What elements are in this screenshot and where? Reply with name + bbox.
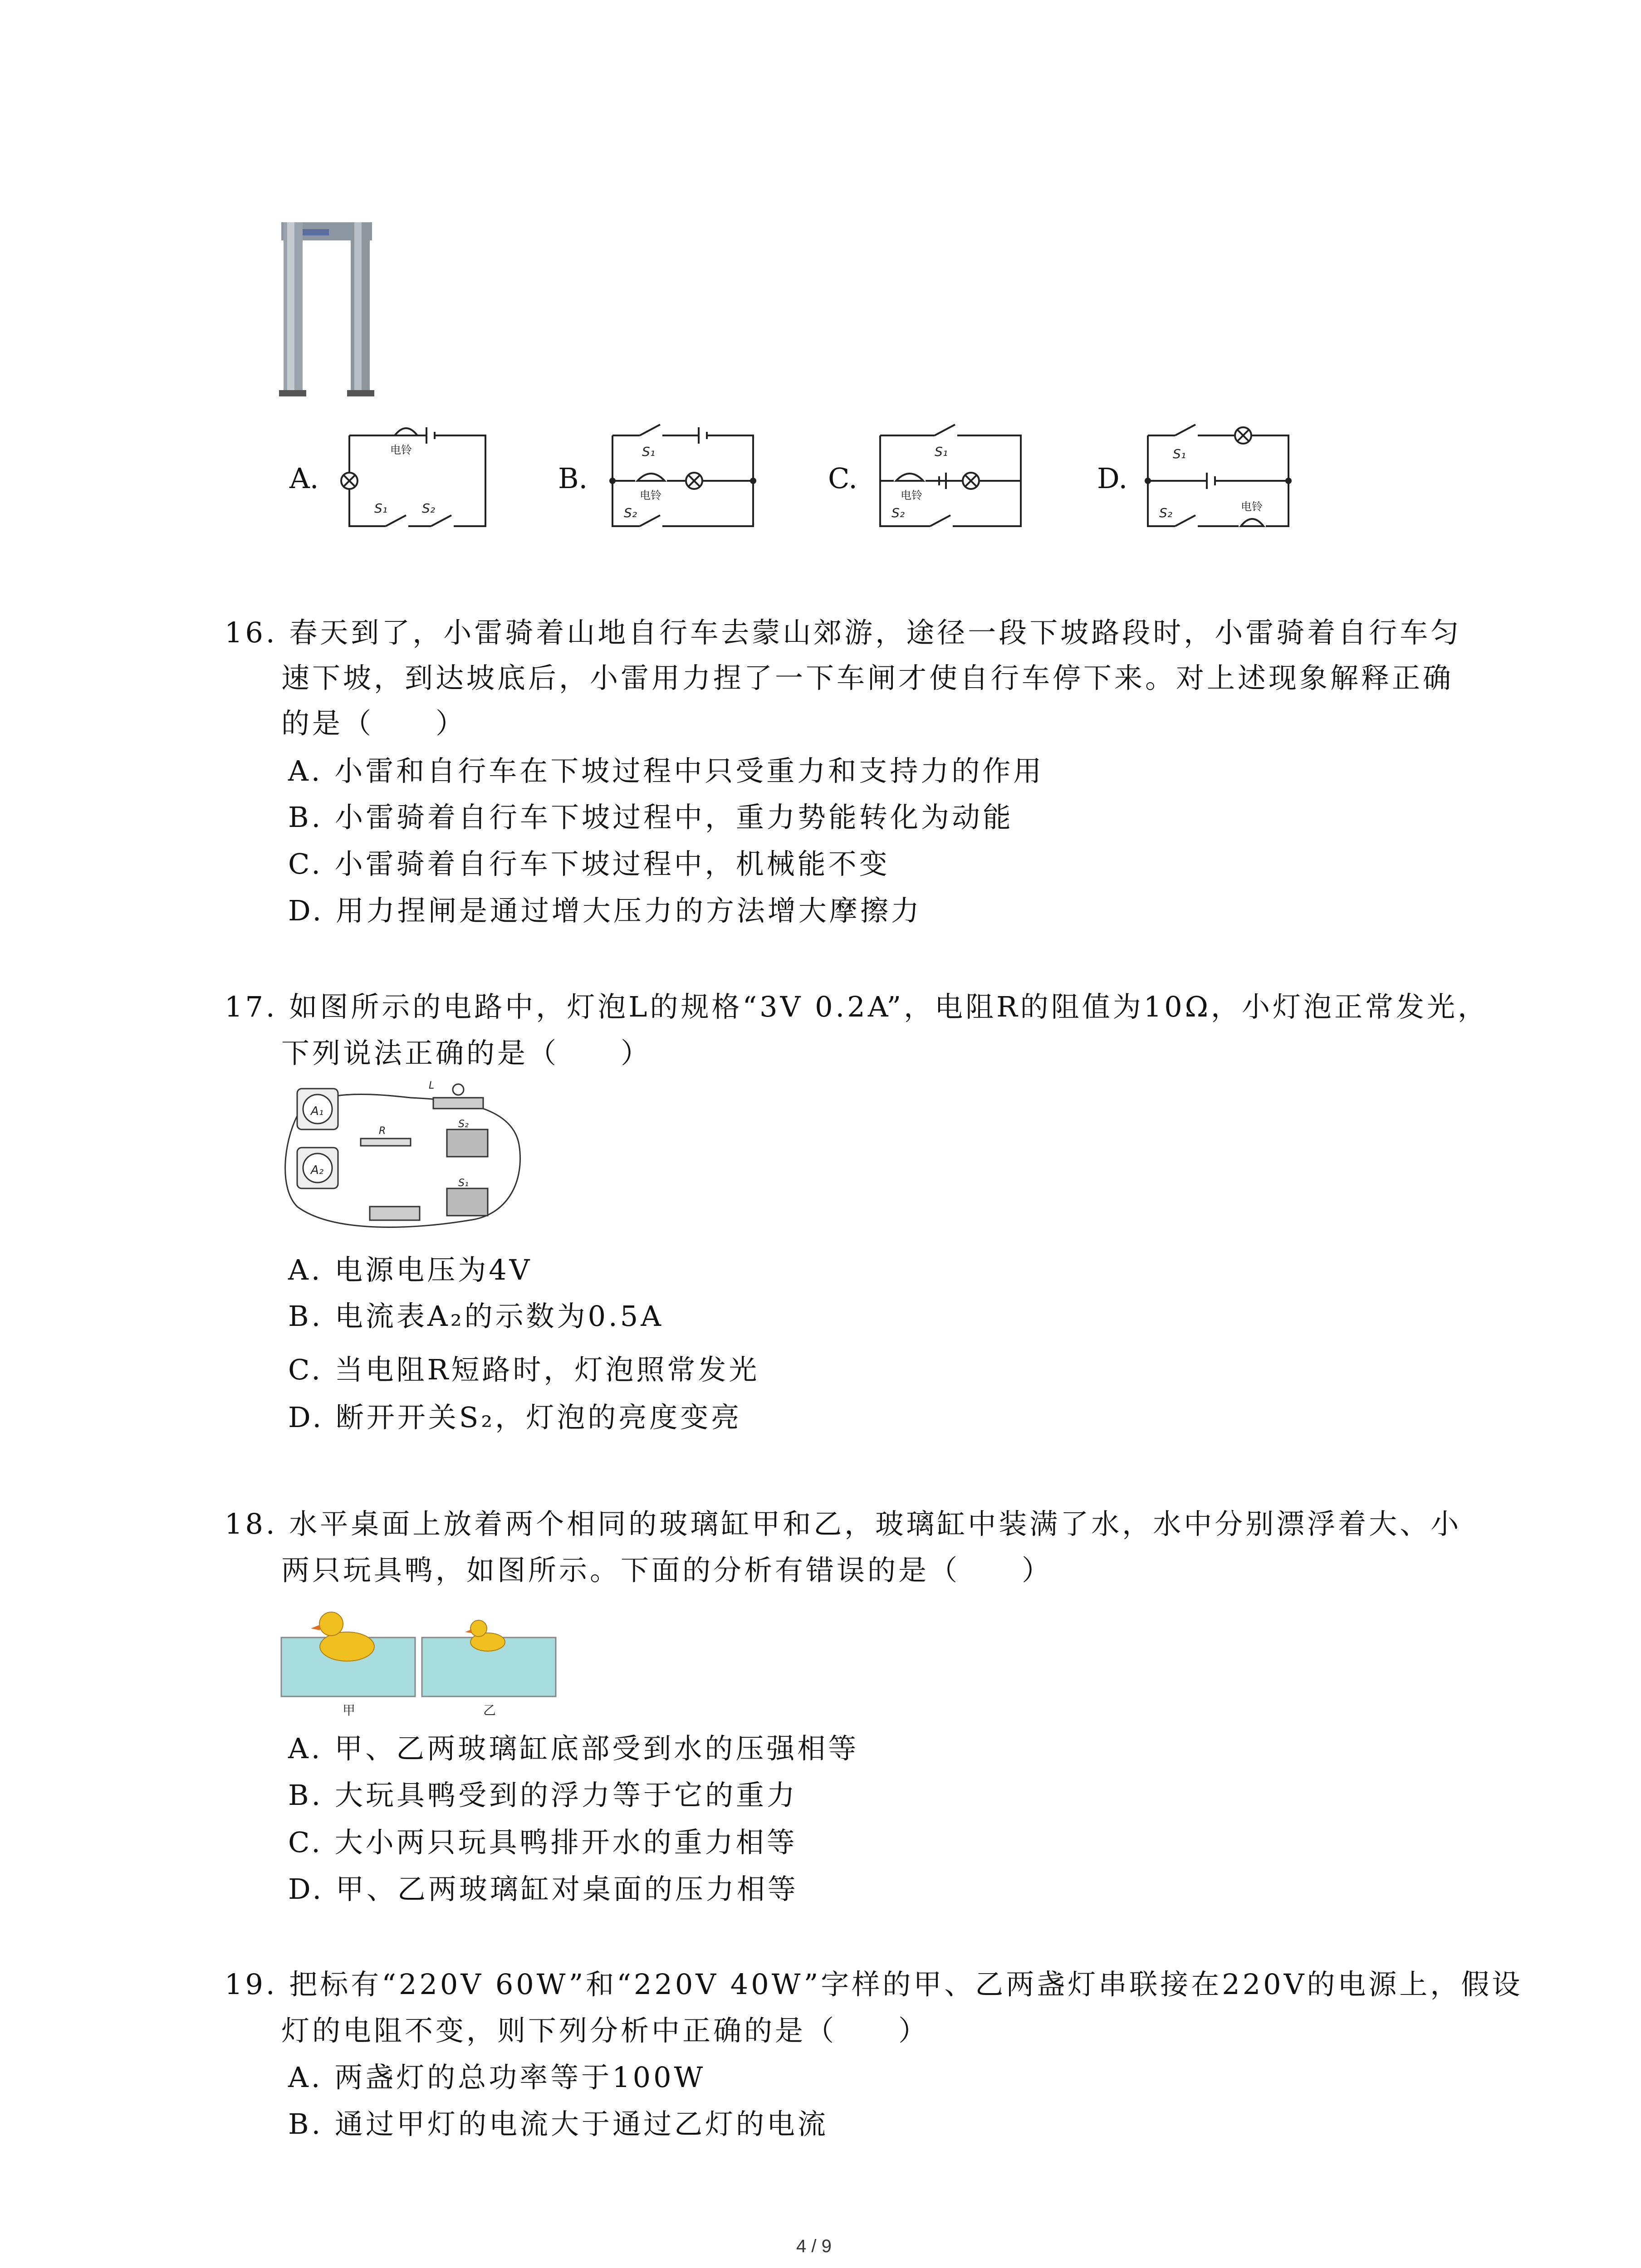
svg-text:S₁: S₁ <box>1173 446 1186 461</box>
svg-text:S₁: S₁ <box>935 444 948 459</box>
svg-text:A₂: A₂ <box>311 1163 324 1177</box>
svg-text:R: R <box>379 1125 386 1137</box>
svg-text:电铃: 电铃 <box>901 489 922 502</box>
svg-text:S₂: S₂ <box>624 505 637 520</box>
q16-stem-line-3: 的是（ ） <box>281 707 467 740</box>
q18-option-c[interactable]: C. 大小两只玩具鸭排开水的重力相等 <box>288 1826 798 1859</box>
q18-stem-line-2: 两只玩具鸭，如图所示。下面的分析有错误的是（ ） <box>281 1554 1053 1587</box>
svg-text:S₂: S₂ <box>458 1119 469 1130</box>
circuit-diagram-a <box>331 408 504 544</box>
q16-option-b[interactable]: B. 小雷骑着自行车下坡过程中，重力势能转化为动能 <box>288 801 1014 834</box>
q17-option-a[interactable]: A. 电源电压为4V <box>288 1253 533 1286</box>
svg-text:S₂: S₂ <box>422 501 435 516</box>
svg-text:乙: 乙 <box>483 1703 496 1718</box>
q17-circuit-photo <box>279 1080 533 1243</box>
a-bell-label: 电铃 <box>390 444 412 456</box>
q15-option-a-label[interactable]: A. <box>289 462 319 495</box>
q15-option-d-label[interactable]: D. <box>1097 462 1128 495</box>
q17-stem-line-1: 17. 如图所示的电路中，灯泡L的规格“3V 0.2A”，电阻R的阻值为10Ω，小灯泡正常发光， <box>225 990 1489 1023</box>
q17-stem-line-2: 下列说法正确的是（ ） <box>281 1036 652 1070</box>
q17-option-d[interactable]: D. 断开开关S₂，灯泡的亮度变亮 <box>288 1401 742 1434</box>
svg-text:S₂: S₂ <box>892 505 905 520</box>
svg-text:S₁: S₁ <box>642 444 655 459</box>
svg-text:S₁: S₁ <box>458 1178 469 1189</box>
q15-option-b-label[interactable]: B. <box>558 462 588 495</box>
svg-text:L: L <box>429 1080 435 1091</box>
svg-text:S₂: S₂ <box>1159 505 1172 520</box>
svg-text:电铃: 电铃 <box>640 489 661 502</box>
circuit-diagram-b <box>599 408 771 544</box>
q18-option-b[interactable]: B. 大玩具鸭受到的浮力等于它的重力 <box>288 1779 798 1812</box>
q18-stem-line-1: 18. 水平桌面上放着两个相同的玻璃缸甲和乙，玻璃缸中装满了水，水中分别漂浮着大、小 <box>225 1507 1462 1540</box>
q19-stem-line-1: 19. 把标有“220V 60W”和“220V 40W”字样的甲、乙两盏灯串联接在220V的电源上，假设 <box>225 1968 1523 2001</box>
q16-stem-line-2: 速下坡，到达坡底后，小雷用力捏了一下车闸才使自行车停下来。对上述现象解释正确 <box>281 661 1454 694</box>
page-number: 4 / 9 <box>796 2236 832 2256</box>
q18-option-a[interactable]: A. 甲、乙两玻璃缸底部受到水的压强相等 <box>288 1732 859 1765</box>
svg-text:电铃: 电铃 <box>1241 500 1263 513</box>
svg-text:甲: 甲 <box>343 1703 356 1718</box>
circuit-diagram-c <box>867 408 1039 544</box>
q19-option-a[interactable]: A. 两盏灯的总功率等于100W <box>288 2061 706 2094</box>
q18-option-d[interactable]: D. 甲、乙两玻璃缸对桌面的压力相等 <box>288 1872 798 1906</box>
q16-stem-line-1: 16. 春天到了，小雷骑着山地自行车去蒙山郊游，途径一段下坡路段时，小雷骑着自行车匀 <box>225 616 1462 649</box>
q19-stem-line-2: 灯的电阻不变，则下列分析中正确的是（ ） <box>281 2014 930 2047</box>
q17-option-b[interactable]: B. 电流表A₂的示数为0.5A <box>288 1300 664 1333</box>
q18-ducks-figure <box>279 1597 560 1719</box>
svg-text:S₁: S₁ <box>374 501 387 516</box>
q16-option-a[interactable]: A. 小雷和自行车在下坡过程中只受重力和支持力的作用 <box>288 754 1044 787</box>
q15-option-c-label[interactable]: C. <box>828 462 857 495</box>
q19-option-b[interactable]: B. 通过甲灯的电流大于通过乙灯的电流 <box>288 2107 828 2141</box>
q16-option-d[interactable]: D. 用力捏闸是通过增大压力的方法增大摩擦力 <box>288 894 922 927</box>
svg-text:A₁: A₁ <box>311 1105 324 1118</box>
security-gate-image <box>279 218 374 399</box>
circuit-diagram-d <box>1134 408 1307 544</box>
q16-option-c[interactable]: C. 小雷骑着自行车下坡过程中，机械能不变 <box>288 847 890 880</box>
q17-option-c[interactable]: C. 当电阻R短路时，灯泡照常发光 <box>288 1353 760 1386</box>
